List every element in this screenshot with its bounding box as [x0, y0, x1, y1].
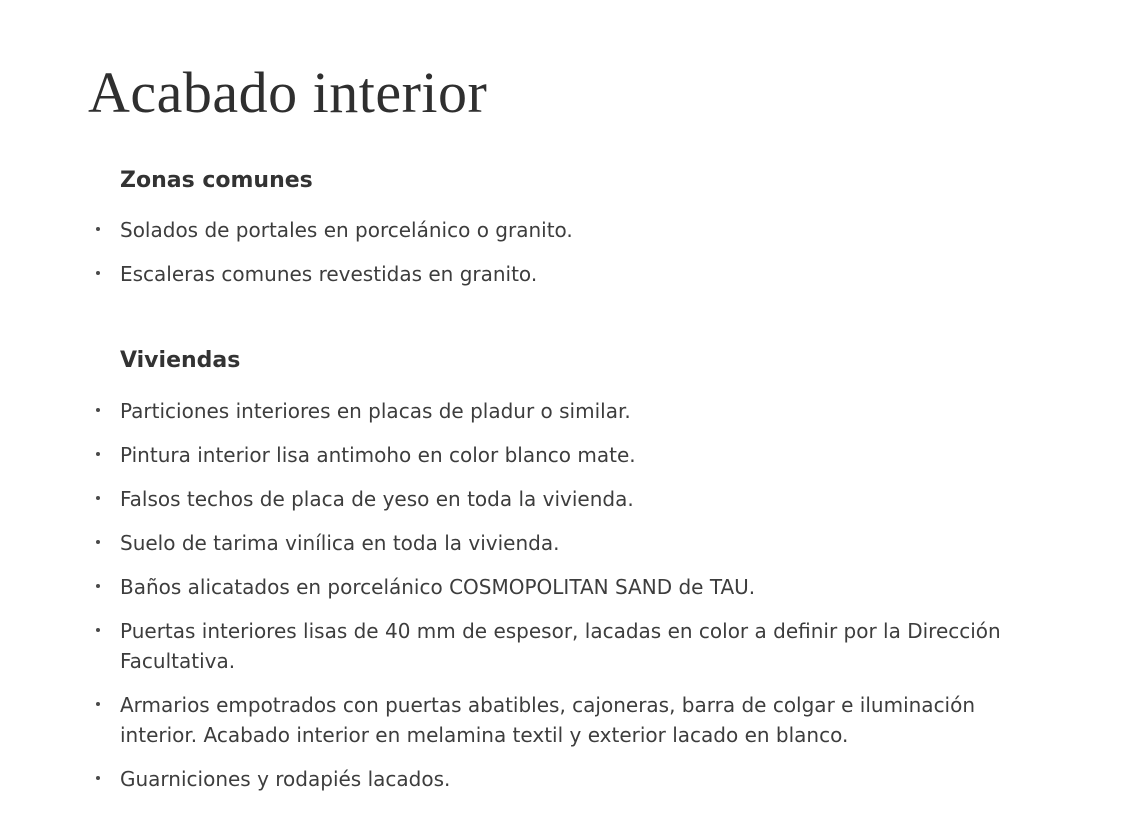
bullet-dot-icon: [96, 227, 100, 231]
list-item: [0, 616, 1040, 676]
list-item: [0, 215, 1040, 245]
section-heading: Zonas comunes: [120, 168, 313, 193]
page-title: Acabado interior: [88, 60, 488, 125]
list-item-text: Puertas interiores lisas de 40 mm de espesor, lacadas en color a definir por la Dirección Facultativa.: [120, 619, 1001, 673]
list-item: [0, 440, 1040, 470]
bullet-dot-icon: [96, 408, 100, 412]
list-item-text: Armarios empotrados con puertas abatibles, cajoneras, barra de colgar e iluminación interior. Acabado interior en melamina textil y exterior lacado en blanco.: [120, 693, 976, 747]
bullet-dot-icon: [96, 702, 100, 706]
list-item: [0, 572, 1040, 602]
bullet-list: [0, 215, 1141, 289]
list-item: [0, 396, 1040, 426]
list-item-text: Suelo de tarima vinílica en toda la vivienda.: [120, 531, 560, 555]
bullet-dot-icon: [96, 540, 100, 544]
section-heading: Viviendas: [120, 348, 241, 373]
list-item-text: Escaleras comunes revestidas en granito.: [120, 262, 538, 286]
list-item: [0, 259, 1040, 289]
bullet-dot-icon: [96, 584, 100, 588]
list-item: [0, 690, 1040, 750]
list-item: [0, 764, 1040, 794]
list-item-text: Guarniciones y rodapiés lacados.: [120, 767, 451, 791]
list-item-text: Solados de portales en porcelánico o granito.: [120, 218, 573, 242]
bullet-list: [0, 396, 1141, 794]
bullet-dot-icon: [96, 496, 100, 500]
list-item-text: Falsos techos de placa de yeso en toda la vivienda.: [120, 487, 634, 511]
bullet-dot-icon: [96, 452, 100, 456]
list-item: [0, 484, 1040, 514]
section-viviendas: [0, 346, 1141, 794]
list-item-text: Pintura interior lisa antimoho en color blanco mate.: [120, 443, 636, 467]
list-item-text: Baños alicatados en porcelánico COSMOPOLITAN SAND de TAU.: [120, 575, 756, 599]
bullet-dot-icon: [96, 628, 100, 632]
bullet-dot-icon: [96, 776, 100, 780]
list-item: [0, 528, 1040, 558]
list-item-text: Particiones interiores en placas de pladur o similar.: [120, 399, 631, 423]
section-zonas-comunes: [0, 166, 1141, 289]
bullet-dot-icon: [96, 271, 100, 275]
